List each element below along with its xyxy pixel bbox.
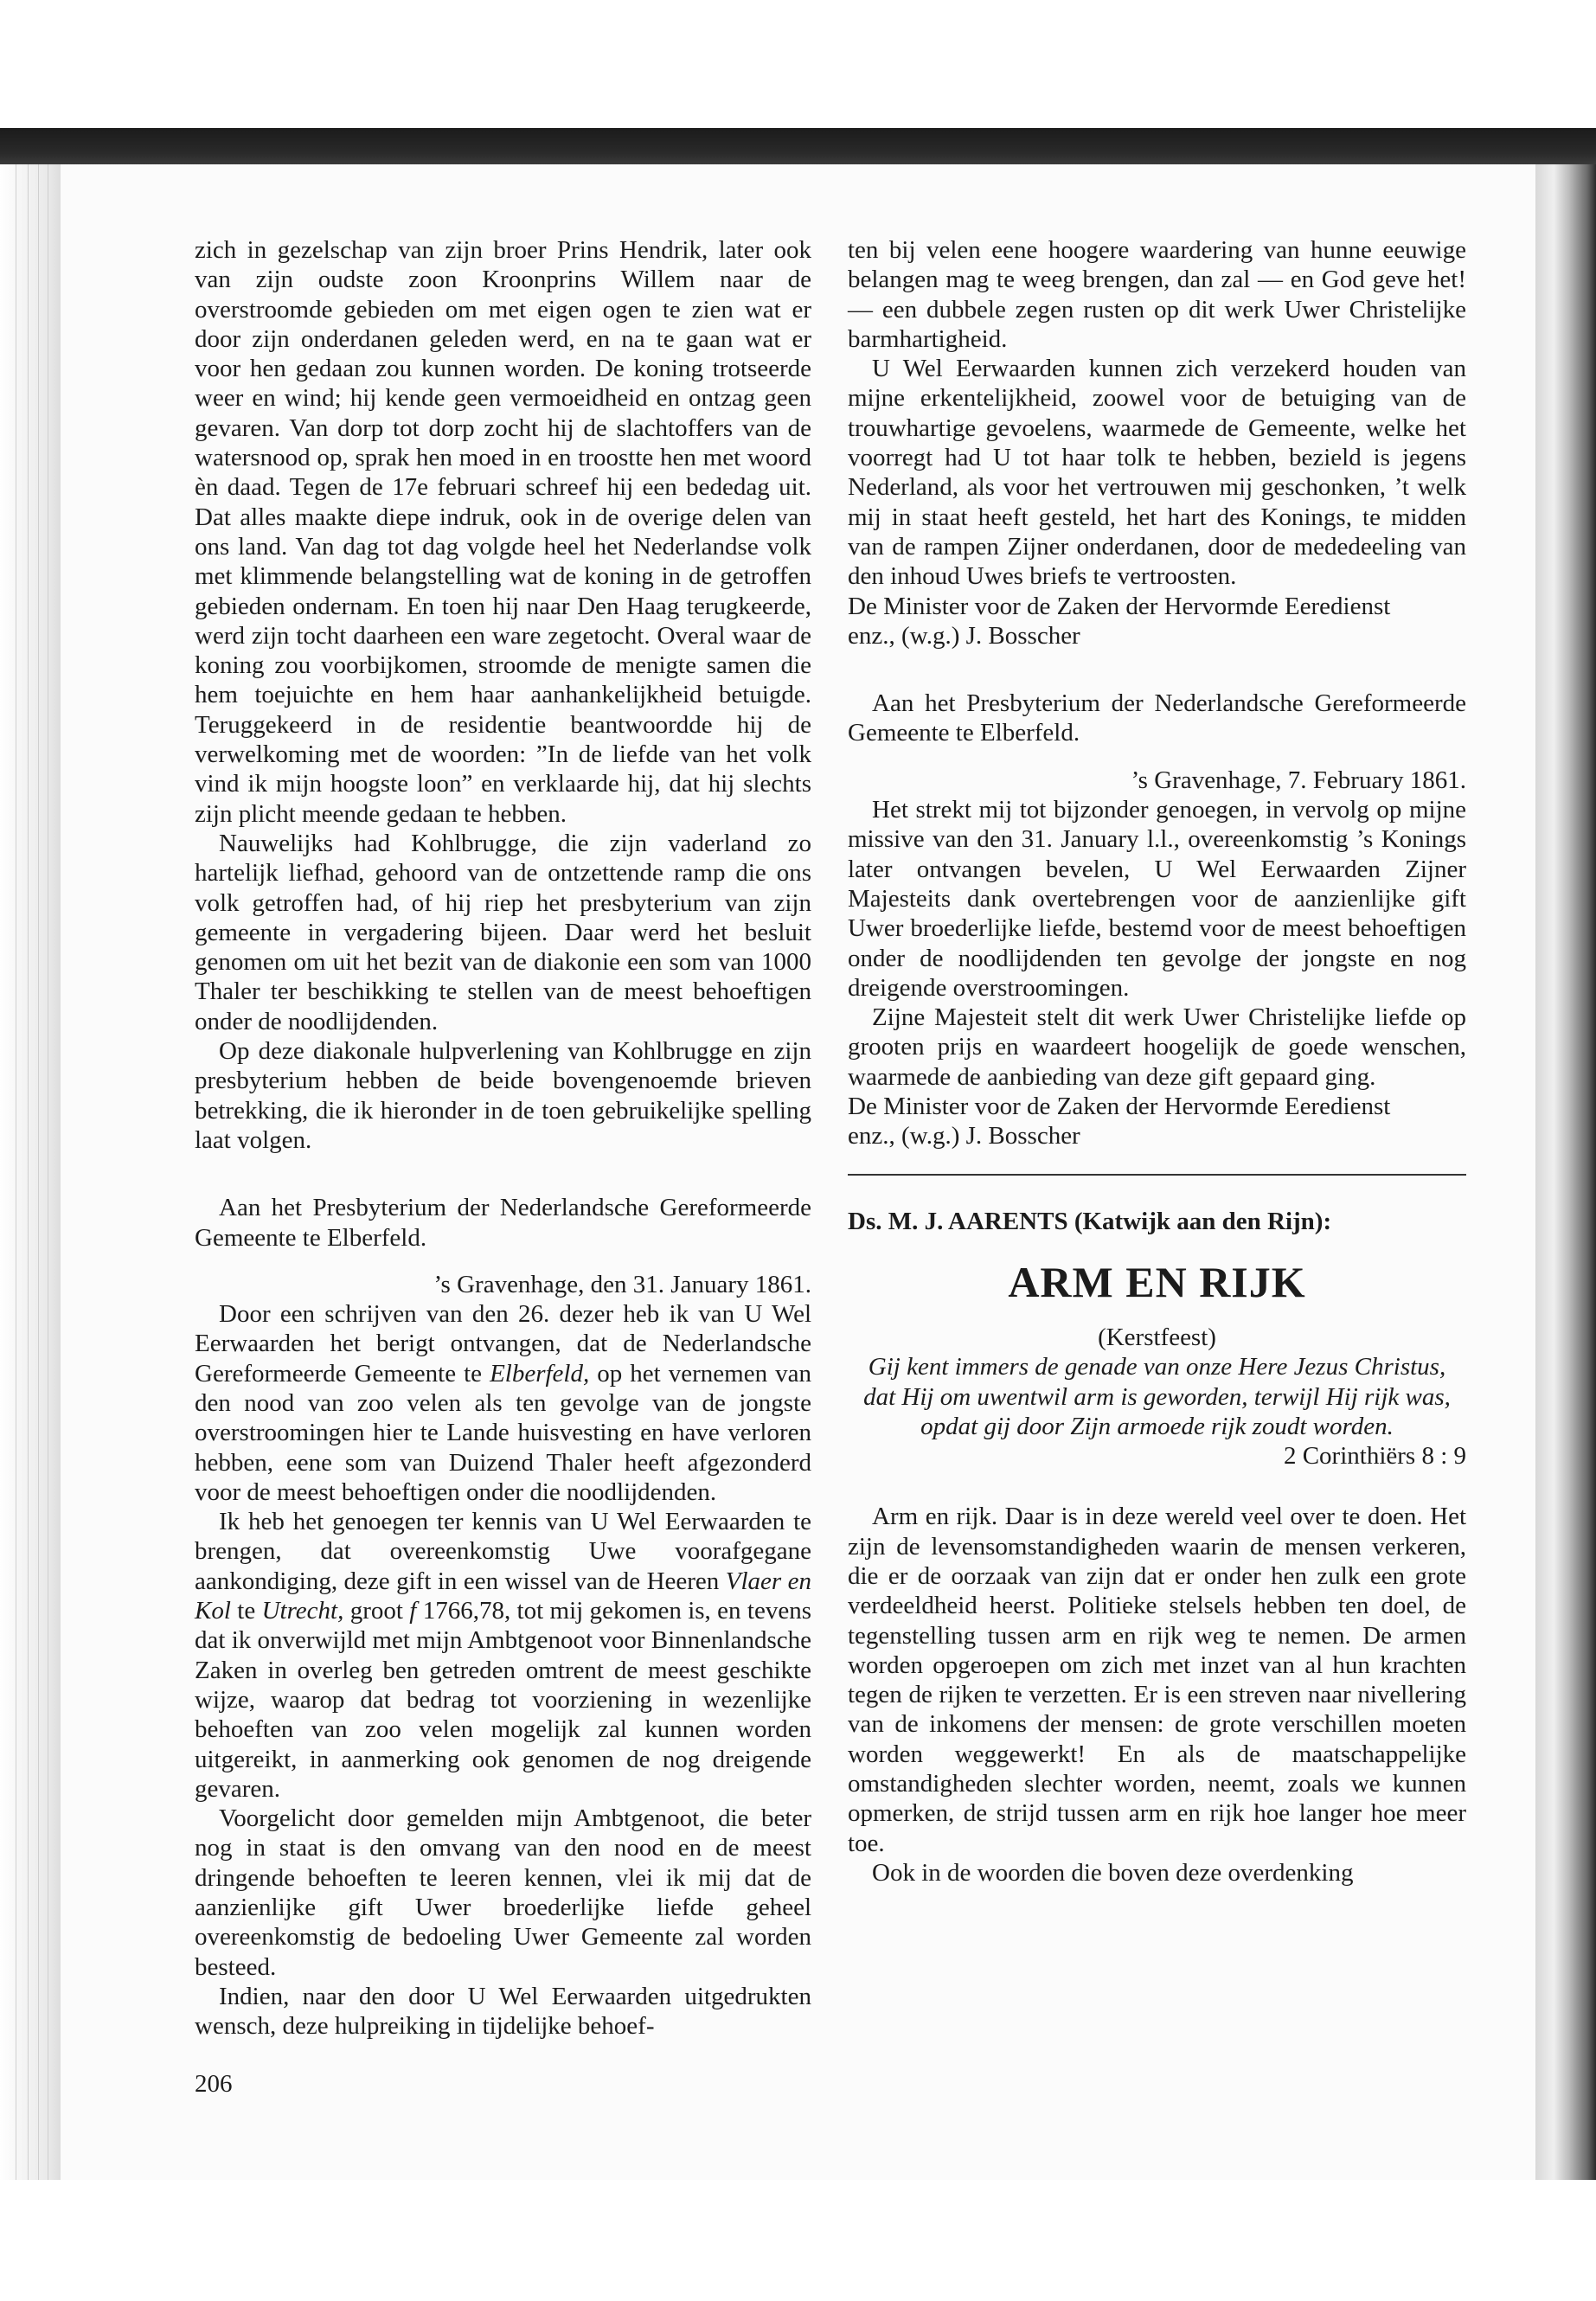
article-byline: Ds. M. J. AARENTS (Katwijk aan den Rijn): bbox=[848, 1207, 1332, 1235]
left-paragraph-7: Indien, naar den door U Wel Eerwaarden uitgedrukten wensch, deze hulpreiking in tijdelijke behoef- bbox=[195, 1982, 811, 2041]
left-paragraph-5: Ik heb het genoegen ter kennis van U Wel Eerwaarden te brengen, dat overeenkomstig Uwe voorafgegane aankondiging, deze gift in een wissel van de Heeren Vlaer en Kol te Utrecht, groot f 1766,78, tot mij gekomen is, en tevens dat ik onverwijld met mijn Ambtgenoot voor Binnenlandsche Zaken in overleg ben getreden omtrent de meest geschikte wijze, waarop dat bedrag tot voorziening in wezenlijke behoeften van zoo velen mogelijk zal kunnen worden uitgereikt, in aanmerking ook genomen de nog dreigende gevaren. bbox=[195, 1508, 811, 1803]
scan-top-border bbox=[0, 128, 1596, 164]
letter2-signature-line1: De Minister voor de Zaken der Hervormde Eeredienst bbox=[848, 1093, 1391, 1121]
page-number: 206 bbox=[195, 2070, 233, 2098]
letter1-signature-line2: enz., (w.g.) J. Bosscher bbox=[848, 621, 1080, 650]
right-paragraph-1: ten bij velen eene hoogere waardering van hunne eeuwige belangen mag te weeg brengen, dan zal — en God geve het! — een dubbele zegen rusten op dit werk Uwer Christelijke barmhartigheid. bbox=[848, 236, 1466, 353]
scripture-motto: Gij kent immers de genade van onze Here Jezus Christus, dat Hij om uwentwil arm is geworden, terwijl Hij rijk was, opdat gij door Zijn armoede rijk zoudt worden. bbox=[863, 1353, 1451, 1440]
left-paragraph-6: Voorgelicht door gemelden mijn Ambtgenoot, die beter nog in staat is den omvang van den nood en de meest dringende behoeften te leeren kennen, vlei ik mij dat de aanzienlijke gift Uwer broederlijke liefde geheel overeenkomstig de bedoeling Uwer Gemeente zal worden besteed. bbox=[195, 1804, 811, 1981]
right-paragraph-5: Arm en rijk. Daar is in deze wereld veel over te doen. Het zijn de levensomstandigheden waarin de mensen verkeren, die er de oorzaak van zijn dat er onder hen zulk een grote verdeeldheid heerst. Politieke stelsels hebben ten doel, de tegenstelling tussen arm en rijk weg te nemen. De armen worden opgeroepen om zich met inzet van al hun krachten tegen de rijken te verzetten. Er is een streven naar nivellering van de inkomens der mensen: de grote verschillen moeten worden weggewerkt! En als de maatschappelijke omstandigheden slechter worden, neemt, zoals we kunnen opmerken, de strijd tussen arm en rijk hoe langer hoe meer toe. bbox=[848, 1503, 1466, 1857]
left-paragraph-1: zich in gezelschap van zijn broer Prins Hendrik, later ook van zijn oudste zoon Kroonprins Willem naar de overstroomde gebieden om met eigen ogen te zien wat er door zijn onderdanen geleden werd, en na te gaan wat er voor hen gedaan zou kunnen worden. De koning trotseerde weer en wind; hij kende geen vermoeidheid en ontzag geen gevaren. Van dorp tot dorp zocht hij de slachtoffers van de watersnood op, sprak hen moed in en troostte hen met woord èn daad. Tegen de 17e februari schreef hij een bededag uit. Dat alles maakte diepe indruk, ook in de overige delen van ons land. Van dag tot dag volgde heel het Nederlandse volk met klimmende belangstelling wat de koning in de getroffen gebieden ondernam. En toen hij naar Den Haag terugkeerde, werd zijn tocht daarheen een ware zegetocht. Overal waar de koning zou voorbijkomen, stroomde de menigte samen die hem toejuichte en hem haar aanhankelijkheid betuigde. Teruggekeerd in de residentie beantwoordde hij de verwelkoming met de woorden: ”In de liefde van het volk vind ik mijn hoogste loon” en verklaarde hij, dat hij slechts zijn plicht meende gedaan te hebben. bbox=[195, 236, 811, 828]
left-paragraph-4: Door een schrijven van den 26. dezer heb ik van U Wel Eerwaarden het berigt ontvangen, dat de Nederlandsche Gereformeerde Gemeente te Elberfeld, op het vernemen van den nood van zoo velen als ten gevolge van de jongste overstroomingen hier te Lande huisvesting en have verloren hebben, eene som van Duizend Thaler heeft afgezonderd voor de meest behoeftigen onder die noodlijdenden. bbox=[195, 1300, 811, 1506]
article-title: ARM EN RIJK bbox=[1008, 1257, 1306, 1306]
letter2-date: ’s Gravenhage, 7. February 1861. bbox=[1131, 766, 1466, 794]
right-paragraph-2: U Wel Eerwaarden kunnen zich verzekerd houden van mijne erkentelijkheid, zoowel voor de betuiging van de trouwhartige gevoelens, waarmede de Gemeente, welke het voorregt had U tot haar tolk te hebben, bezield is jegens Nederland, als voor het vertrouwen mij geschonken, ’t welk mij in staat heeft gesteld, het hart des Konings, te midden van de rampen Zijner onderdanen, door de mededeeling van den inhoud Uwes briefs te vertroosten. bbox=[848, 355, 1466, 591]
letter1-salutation: Aan het Presbyterium der Nederlandsche Gereformeerde Gemeente te Elberfeld. bbox=[195, 1194, 811, 1252]
right-column bbox=[848, 235, 1466, 1888]
letter1-date: ’s Gravenhage, den 31. January 1861. bbox=[433, 1270, 811, 1298]
right-paragraph-6: Ook in de woorden die boven deze overdenking bbox=[872, 1858, 1354, 1887]
right-paragraph-3: Het strekt mij tot bijzonder genoegen, in vervolg op mijne missive van den 31. January l.l., overeenkomstig ’s Konings later ontvangen bevelen, U Wel Eerwaarden Zijner Majesteits dank overtebrengen voor de aanzienlijke gift Uwer broederlijke liefde, bestemd voor de meest behoeftigen onder de noodlijdenden ten gevolge der jongste en nog dreigende overstroomingen. bbox=[848, 796, 1466, 1002]
book-gutter-left bbox=[0, 138, 61, 2180]
article-subtitle: (Kerstfeest) bbox=[1098, 1323, 1216, 1351]
left-column bbox=[195, 235, 811, 2041]
letter2-signature-line2: enz., (w.g.) J. Bosscher bbox=[848, 1122, 1080, 1150]
book-edge-right bbox=[1535, 164, 1596, 2180]
left-paragraph-3: Op deze diakonale hulpverlening van Kohlbrugge en zijn presbyterium hebben de beide bovengenoemde brieven betrekking, die ik hieronder in de toen gebruikelijke spelling laat volgen. bbox=[195, 1037, 811, 1154]
letter1-signature-line1: De Minister voor de Zaken der Hervormde Eeredienst bbox=[848, 592, 1391, 620]
left-paragraph-2: Nauwelijks had Kohlbrugge, die zijn vaderland zo hartelijk liefhad, gehoord van de ontzettende ramp die ons volk getroffen had, of hij riep het presbyterium van zijn gemeente in vergadering bijeen. Daar werd het besluit genomen om uit het bezit van de diakonie een som van 1000 Thaler ter beschikking te stellen van de meest behoeftigen onder de noodlijdenden. bbox=[195, 829, 811, 1035]
section-divider bbox=[848, 1174, 1466, 1176]
right-paragraph-4: Zijne Majesteit stelt dit werk Uwer Christelijke liefde op grooten prijs en waardeert hoogelijk de goede wenschen, waarmede de aanbieding van deze gift gepaard ging. bbox=[848, 1003, 1466, 1091]
scripture-reference: 2 Corinthiërs 8 : 9 bbox=[1283, 1442, 1466, 1471]
letter2-salutation: Aan het Presbyterium der Nederlandsche Gereformeerde Gemeente te Elberfeld. bbox=[848, 689, 1466, 747]
